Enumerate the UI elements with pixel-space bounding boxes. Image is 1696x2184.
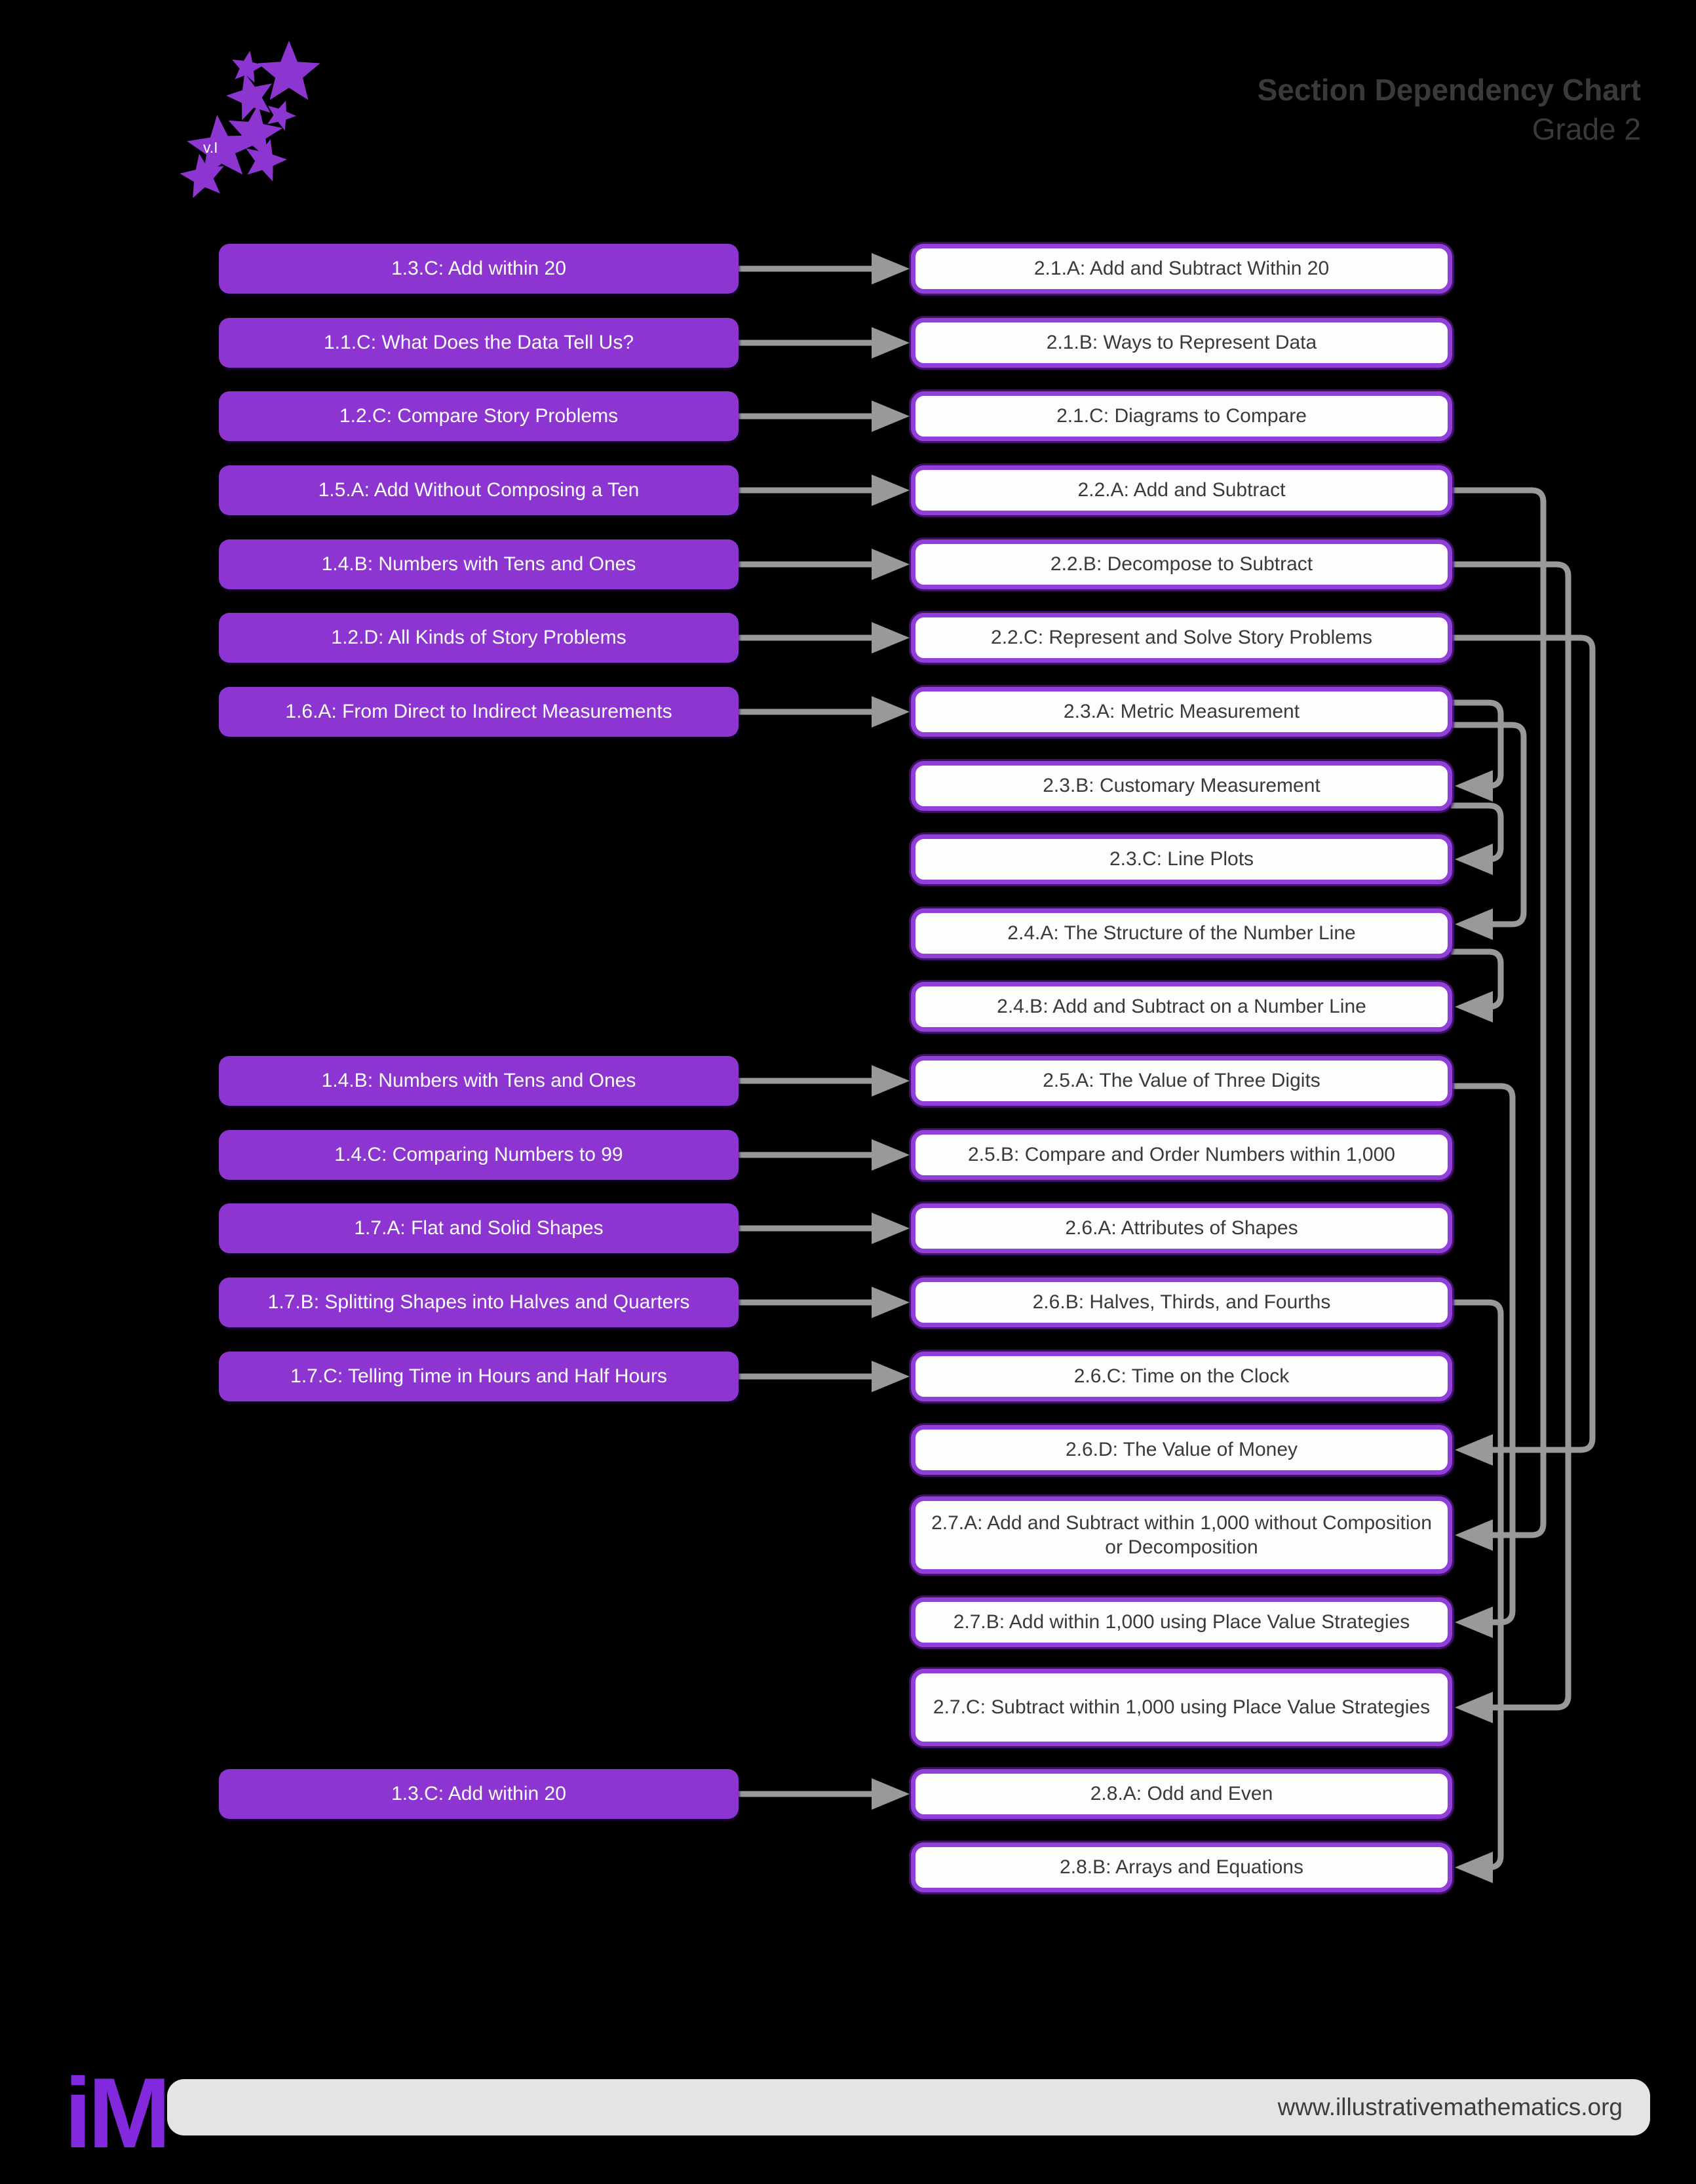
arrowhead-2.2.B: [872, 549, 910, 580]
chart-subtitle: Grade 2: [1532, 111, 1641, 146]
grade2-node-2.8.A: [911, 1769, 1452, 1819]
grade2-node-2.2.B: [911, 539, 1452, 589]
node-label: 1.7.C: Telling Time in Hours and Half Hours: [290, 1365, 667, 1388]
node-label: 2.3.B: Customary Measurement: [1043, 775, 1320, 797]
grade1-node-1.5.A: [219, 465, 739, 515]
grade2-node-2.3.A: [911, 687, 1452, 737]
node-label: 1.3.C: Add within 20: [391, 258, 566, 280]
grade1-node-1.7.B: [219, 1277, 739, 1327]
node-label: 2.6.A: Attributes of Shapes: [1065, 1217, 1298, 1239]
node-label: 1.2.D: All Kinds of Story Problems: [331, 627, 626, 649]
stars-logo-badge-text: v.I: [203, 139, 218, 156]
arrowhead-2.1.C: [872, 400, 910, 432]
node-label: 1.7.A: Flat and Solid Shapes: [354, 1217, 604, 1239]
node-label: 1.4.B: Numbers with Tens and Ones: [321, 553, 636, 575]
arrowhead-2.6.A: [872, 1213, 910, 1244]
grade1-node-1.3.C: [219, 244, 739, 294]
node-label: 1.6.A: From Direct to Indirect Measurements: [285, 701, 672, 723]
arrowhead-2.8.A: [872, 1778, 910, 1810]
illustrative-mathematics-logo: [64, 2057, 182, 2169]
grade1-node-1.4.C: [219, 1130, 739, 1180]
star-icon: [258, 41, 320, 100]
arrowhead-2.6.B: [872, 1287, 910, 1318]
arrowhead-2.7.A: [1455, 1519, 1493, 1551]
grade2-node-2.4.A: [911, 908, 1452, 958]
node-label: 2.2.A: Add and Subtract: [1077, 479, 1286, 501]
node-label: 1.4.C: Comparing Numbers to 99: [334, 1144, 623, 1166]
connector-2.3.A-2.3.B: [1451, 703, 1501, 786]
node-label: 2.2.B: Decompose to Subtract: [1050, 553, 1313, 575]
grade1-node-1.4.B-2: [219, 1056, 739, 1106]
grade2-node-2.5.A: [911, 1056, 1452, 1106]
node-label: 2.8.A: Odd and Even: [1090, 1783, 1273, 1805]
footer-bar: [167, 2079, 1650, 2135]
connector-2.3.A-2.4.A: [1451, 725, 1524, 924]
node-label: 2.3.A: Metric Measurement: [1063, 701, 1300, 723]
star-icon: [226, 73, 272, 120]
node-label: 2.4.A: The Structure of the Number Line: [1007, 922, 1356, 945]
grade1-node-1.6.A: [219, 687, 739, 737]
arrowhead-2.2.A: [872, 475, 910, 506]
im-logo-text: iM: [64, 2057, 167, 2169]
grade2-node-2.6.C: [911, 1352, 1452, 1401]
arrowhead-2.5.B: [872, 1139, 910, 1171]
grade1-node-1.4.B: [219, 539, 739, 589]
page-title: [1258, 71, 1641, 149]
arrowhead-2.1.B: [872, 327, 910, 359]
arrowhead-2.6.C: [872, 1361, 910, 1392]
chart-title: Section Dependency Chart: [1257, 73, 1641, 107]
grade1-node-1.3.C-2: [219, 1769, 739, 1819]
node-label: 2.7.C: Subtract within 1,000 using Place Value Strategies: [933, 1696, 1431, 1719]
grade2-node-2.7.C: [911, 1669, 1452, 1746]
node-label: 2.6.B: Halves, Thirds, and Fourths: [1032, 1291, 1331, 1314]
connector-2.2.A-2.7.A: [1451, 490, 1543, 1535]
arrowhead-2.8.B: [1455, 1852, 1493, 1883]
arrowhead-2.3.C: [1455, 844, 1493, 875]
arrowhead-2.4.A: [1455, 908, 1493, 940]
node-label: 2.6.C: Time on the Clock: [1073, 1365, 1290, 1388]
grade1-node-1.2.D: [219, 613, 739, 663]
grade2-node-2.1.B: [911, 318, 1452, 368]
grade2-node-2.3.B: [911, 761, 1452, 811]
grade2-node-2.1.C: [911, 391, 1452, 441]
node-label: 2.8.B: Arrays and Equations: [1060, 1856, 1303, 1879]
node-label: 1.7.B: Splitting Shapes into Halves and Quarters: [267, 1291, 690, 1314]
grade2-node-2.7.B: [911, 1597, 1452, 1647]
node-label: 1.2.C: Compare Story Problems: [339, 405, 619, 427]
grade2-node-2.5.B: [911, 1130, 1452, 1180]
connector-2.6.B-2.8.B: [1451, 1302, 1501, 1867]
grade1-node-1.2.C: [219, 391, 739, 441]
grade2-node-2.8.B: [911, 1843, 1452, 1892]
grade2-node-2.3.C: [911, 834, 1452, 884]
node-label: 2.7.A: Add and Subtract within 1,000 without Composition or Decomposition: [931, 1511, 1432, 1558]
arrowhead-2.7.B: [1455, 1607, 1493, 1638]
grade2-node-2.2.A: [911, 465, 1452, 515]
footer-url: www.illustrativemathematics.org: [1277, 2094, 1623, 2120]
node-label: 1.3.C: Add within 20: [391, 1783, 566, 1805]
node-label: 1.5.A: Add Without Composing a Ten: [318, 479, 640, 501]
node-label: 2.1.C: Diagrams to Compare: [1056, 405, 1307, 427]
node-label: 2.5.A: The Value of Three Digits: [1043, 1070, 1320, 1092]
arrowhead-2.4.B: [1455, 991, 1493, 1023]
grade2-node-2.6.D: [911, 1425, 1452, 1475]
node-label: 2.1.A: Add and Subtract Within 20: [1033, 258, 1330, 280]
arrowhead-2.5.A: [872, 1065, 910, 1097]
node-label: 2.3.C: Line Plots: [1109, 848, 1254, 870]
arrowhead-2.6.D: [1455, 1434, 1493, 1466]
arrowhead-2.7.C: [1455, 1692, 1493, 1723]
node-label: 2.5.B: Compare and Order Numbers within 1,000: [968, 1144, 1395, 1166]
node-label: 1.4.B: Numbers with Tens and Ones: [321, 1070, 636, 1092]
grade1-node-1.1.C: [219, 318, 739, 368]
node-label: 2.1.B: Ways to Represent Data: [1046, 332, 1317, 354]
arrowhead-2.3.B: [1455, 770, 1493, 802]
node-label: 2.2.C: Represent and Solve Story Problems: [991, 627, 1372, 649]
grade2-node-2.2.C: [911, 613, 1452, 663]
node-label: 2.7.B: Add within 1,000 using Place Value Strategies: [953, 1611, 1410, 1633]
grade2-node-2.6.A: [911, 1203, 1452, 1253]
stars-logo: [180, 41, 320, 198]
arrowhead-2.1.A: [872, 253, 910, 284]
grade2-node-2.6.B: [911, 1277, 1452, 1327]
grade2-node-2.7.A: [911, 1496, 1452, 1574]
grade1-node-1.7.A: [219, 1203, 739, 1253]
node-label: 2.4.B: Add and Subtract on a Number Line: [997, 996, 1366, 1018]
node-label: 2.6.D: The Value of Money: [1065, 1439, 1298, 1461]
arrowhead-2.2.C: [872, 622, 910, 653]
grade1-node-1.7.C: [219, 1352, 739, 1401]
grade2-node-2.4.B: [911, 982, 1452, 1032]
grade2-node-2.1.A: [911, 244, 1452, 294]
arrowhead-2.3.A: [872, 696, 910, 728]
node-label: 1.1.C: What Does the Data Tell Us?: [324, 332, 634, 354]
